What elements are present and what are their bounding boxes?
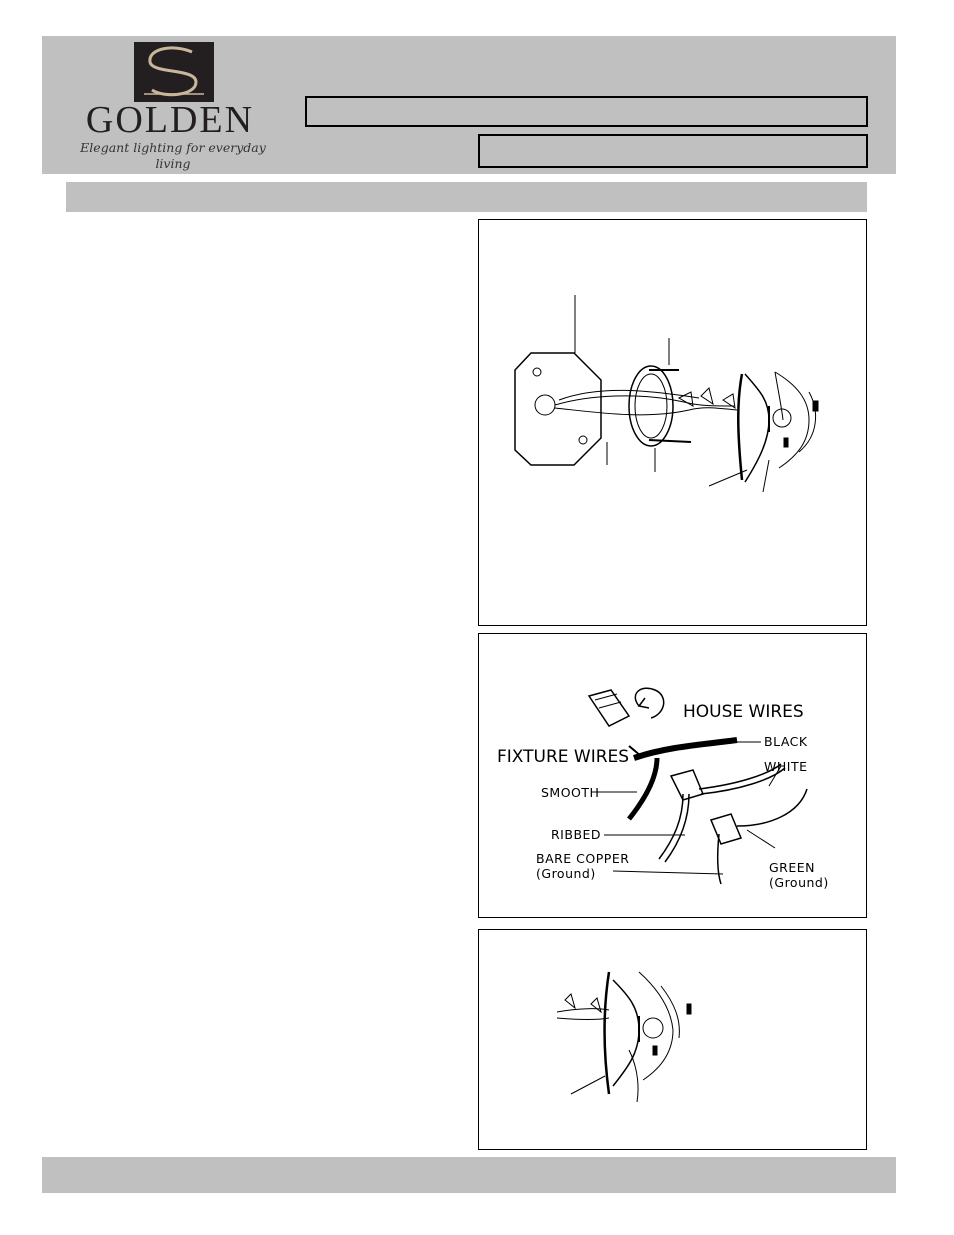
house-wires-label: HOUSE WIRES [683,702,804,722]
black-wire-label: BLACK [764,734,808,749]
mounting-diagram [478,219,867,626]
fixture-wires-label: FIXTURE WIRES [497,747,630,767]
logo-tagline: Elegant lighting for everyday living [80,140,266,171]
fixture-assembly-illustration [479,930,868,1151]
logo-s-mark-icon [134,42,214,102]
white-wire-label: WHITE [764,759,808,774]
section-title-bar [66,182,867,212]
smooth-wire-label: SMOOTH [541,785,600,800]
product-name-field [305,96,868,127]
logo-wordmark: GOLDEN [85,99,255,141]
ribbed-wire-label: RIBBED [551,827,602,842]
golden-logo [62,40,278,170]
wiring-diagram [478,633,867,918]
mounting-exploded-illustration [479,220,868,627]
footer-band [42,1157,896,1193]
final-assembly-diagram [478,929,867,1150]
product-number-field [478,134,868,168]
bare-copper-label: BARE COPPER (Ground) [536,851,630,881]
green-ground-label: GREEN (Ground) [769,860,829,890]
